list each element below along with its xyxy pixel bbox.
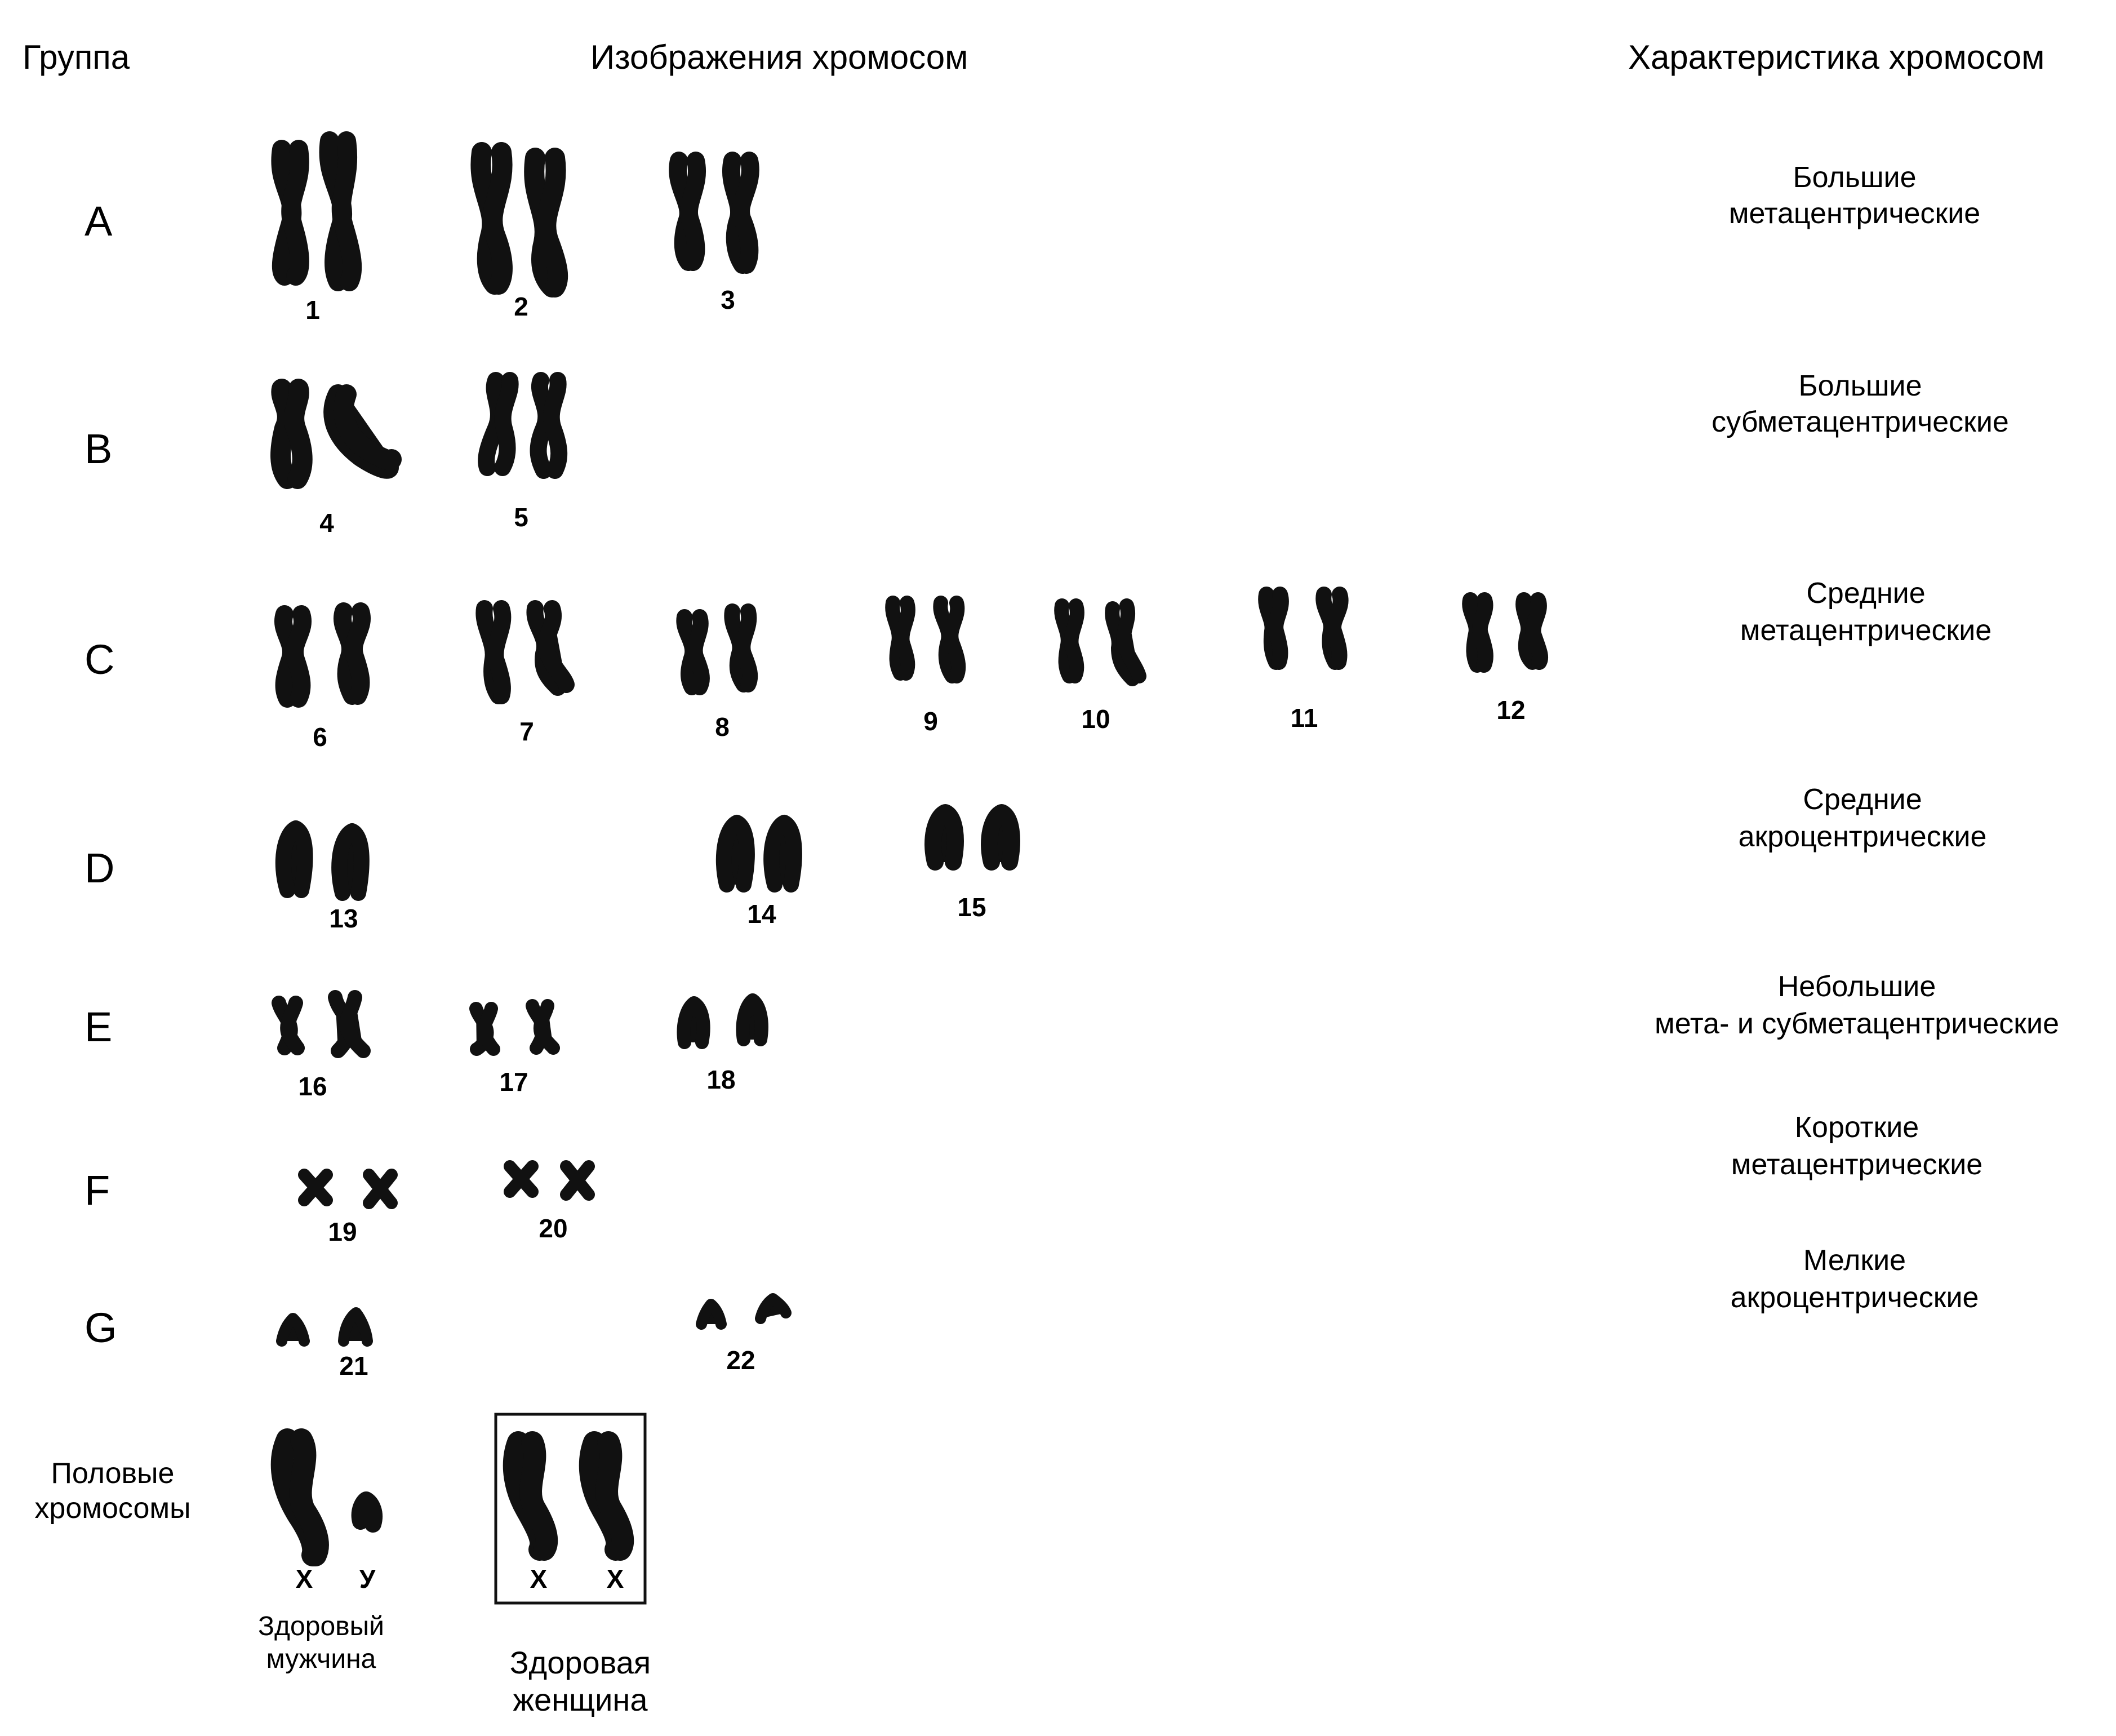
svg-text:Большие: Большие: [1793, 161, 1917, 194]
svg-text:метацентрические: метацентрические: [1731, 1148, 1983, 1181]
female-x2-label: X: [606, 1564, 624, 1593]
chromosome-pair-14: [724, 823, 794, 885]
chromosome-pair-11: [1266, 594, 1340, 662]
chromosome-label-7: 7: [519, 717, 534, 746]
chromosome-label-4: 4: [319, 508, 334, 538]
group-label-g: G: [85, 1304, 117, 1351]
sex-label-line1: Половые: [51, 1457, 175, 1490]
group-label-d: D: [85, 845, 115, 891]
male-x-label: X: [295, 1564, 313, 1593]
chromosome-pair-5: [486, 380, 559, 470]
svg-text:Короткие: Короткие: [1794, 1111, 1919, 1144]
chromosome-pair-10: [1061, 606, 1139, 679]
group-d-description: [1739, 783, 1987, 853]
chromosome-pair-17: [476, 1006, 553, 1049]
chromosome-label-5: 5: [514, 503, 528, 532]
chromosome-label-11: 11: [1290, 703, 1318, 732]
svg-text:Средние: Средние: [1803, 783, 1922, 816]
header-characteristic: Характеристика хромосом: [1628, 38, 2045, 76]
svg-text:мужчина: мужчина: [266, 1644, 376, 1674]
group-label-f: F: [85, 1167, 110, 1214]
chromosome-pair-21: [282, 1313, 367, 1341]
chromosome-pair-22: [701, 1299, 786, 1324]
female-x-chromosome-2: [590, 1442, 623, 1549]
chromosome-label-21: 21: [339, 1351, 368, 1380]
group-f-description: [1731, 1111, 1982, 1181]
chromosome-label-14: 14: [747, 899, 776, 929]
group-e-description: [1655, 970, 2059, 1040]
chromosome-label-20: 20: [539, 1214, 568, 1243]
svg-text:Небольшие: Небольшие: [1777, 970, 1936, 1003]
chromosome-pair-9: [892, 603, 958, 676]
svg-text:акроцентрические: акроцентрические: [1730, 1281, 1979, 1314]
group-a-description: [1729, 161, 1980, 230]
male-y-chromosome: [360, 1500, 374, 1524]
group-b-description: [1712, 370, 2009, 438]
svg-text:метацентрические: метацентрические: [1728, 197, 1981, 230]
header-group: Группа: [23, 38, 130, 76]
chromosome-pair-18: [684, 1000, 762, 1042]
chromosome-label-19: 19: [328, 1217, 357, 1246]
female-x1-label: X: [530, 1564, 548, 1593]
svg-text:Средние: Средние: [1806, 577, 1926, 610]
chromosome-pair-6: [283, 611, 362, 699]
svg-text:акроцентрические: акроцентрические: [1738, 820, 1987, 853]
chromosome-label-17: 17: [499, 1067, 528, 1096]
chromosome-label-2: 2: [514, 292, 528, 321]
group-c-description: [1740, 577, 1991, 647]
chromosome-label-1: 1: [305, 295, 320, 325]
female-caption: [510, 1645, 651, 1717]
female-x-chromosome-1: [514, 1442, 547, 1549]
male-y-label: У: [359, 1564, 376, 1593]
svg-text:субметацентрические: субметацентрические: [1712, 406, 2009, 438]
chromosome-label-6: 6: [313, 722, 327, 752]
chromosome-label-13: 13: [329, 904, 358, 933]
male-x-chromosome: [282, 1440, 318, 1555]
group-label-c: C: [85, 636, 115, 683]
chromosome-label-12: 12: [1496, 695, 1526, 725]
chromosome-pair-20: [510, 1166, 589, 1195]
chromosome-label-10: 10: [1081, 704, 1110, 734]
group-g-description: [1731, 1244, 1979, 1314]
svg-text:Здоровая: Здоровая: [509, 1645, 651, 1680]
sex-label-line2: хромосомы: [34, 1492, 191, 1525]
group-label-b: B: [85, 425, 113, 472]
svg-text:мета- и субметацентрические: мета- и субметацентрические: [1654, 1007, 2060, 1040]
group-label-e: E: [85, 1004, 113, 1050]
group-label-a: A: [85, 198, 113, 245]
chromosome-pair-4: [281, 389, 392, 479]
chromosome-pair-12: [1470, 600, 1540, 665]
svg-text:женщина: женщина: [513, 1682, 648, 1717]
chromosome-pair-16: [279, 997, 363, 1051]
chromosome-label-9: 9: [923, 707, 938, 736]
svg-text:Большие: Большие: [1798, 370, 1922, 402]
chromosome-pair-15: [933, 812, 1012, 862]
svg-text:Здоровый: Здоровый: [258, 1611, 384, 1641]
chromosome-label-3: 3: [721, 285, 735, 314]
chromosome-label-8: 8: [715, 712, 730, 742]
svg-text:Мелкие: Мелкие: [1803, 1244, 1906, 1277]
header-images: Изображения хромосом: [590, 38, 968, 76]
chromosome-label-15: 15: [957, 893, 986, 922]
male-caption: [258, 1611, 384, 1674]
chromosome-pair-3: [678, 161, 750, 265]
chromosome-label-16: 16: [298, 1072, 327, 1101]
chromosome-pair-19: [304, 1175, 392, 1203]
chromosome-pair-2: [481, 152, 558, 287]
chromosome-pair-1: [281, 141, 352, 282]
chromosome-label-22: 22: [726, 1346, 755, 1375]
chromosome-pair-13: [283, 828, 362, 893]
svg-text:метацентрические: метацентрические: [1740, 614, 1992, 647]
chromosome-label-18: 18: [706, 1065, 736, 1094]
chromosome-pair-8: [684, 611, 750, 687]
chromosome-pair-7: [484, 609, 566, 696]
